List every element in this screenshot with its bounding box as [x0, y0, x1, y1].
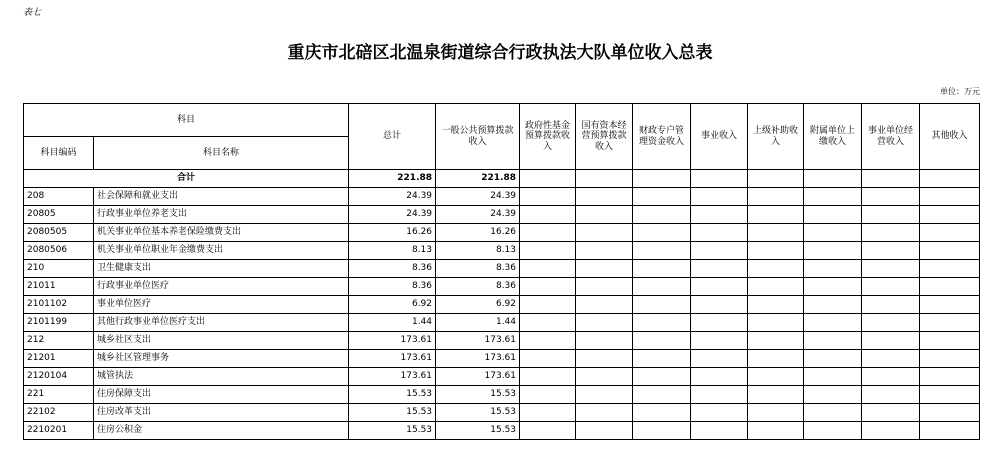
empty-cell [920, 260, 980, 278]
general-budget-amount: 173.61 [436, 332, 520, 350]
header-operating-income: 事业单位经营收入 [862, 104, 920, 170]
subject-code: 20805 [24, 206, 94, 224]
empty-cell [520, 332, 576, 350]
subject-code: 21011 [24, 278, 94, 296]
total-amount: 16.26 [349, 224, 436, 242]
empty-cell [862, 260, 920, 278]
total-amount: 1.44 [349, 314, 436, 332]
total-amount: 15.53 [349, 386, 436, 404]
empty-cell [804, 278, 862, 296]
empty-cell [804, 206, 862, 224]
header-business-income: 事业收入 [691, 104, 748, 170]
empty-cell [691, 170, 748, 188]
empty-cell [633, 260, 691, 278]
table-row [24, 242, 980, 260]
subject-name: 住房保障支出 [94, 386, 349, 404]
total-amount: 173.61 [349, 368, 436, 386]
empty-cell [633, 206, 691, 224]
empty-cell [804, 404, 862, 422]
general-budget-amount: 173.61 [436, 368, 520, 386]
empty-cell [920, 188, 980, 206]
empty-cell [804, 242, 862, 260]
subject-code: 221 [24, 386, 94, 404]
empty-cell [691, 296, 748, 314]
empty-cell [633, 350, 691, 368]
table-row [24, 224, 980, 242]
empty-cell [520, 314, 576, 332]
empty-cell [748, 314, 804, 332]
general-budget-amount: 15.53 [436, 404, 520, 422]
subject-code: 210 [24, 260, 94, 278]
total-amount: 221.88 [349, 170, 436, 188]
table-row [24, 332, 980, 350]
subject-name: 其他行政事业单位医疗支出 [94, 314, 349, 332]
total-amount: 6.92 [349, 296, 436, 314]
general-budget-amount: 16.26 [436, 224, 520, 242]
subject-code: 2080506 [24, 242, 94, 260]
empty-cell [520, 206, 576, 224]
subject-code: 2080505 [24, 224, 94, 242]
total-label: 合计 [24, 170, 349, 188]
empty-cell [520, 224, 576, 242]
empty-cell [520, 278, 576, 296]
empty-cell [920, 332, 980, 350]
header-general-budget: 一般公共预算拨款收入 [436, 104, 520, 170]
empty-cell [748, 260, 804, 278]
empty-cell [691, 224, 748, 242]
empty-cell [633, 170, 691, 188]
income-summary-table [23, 103, 980, 440]
empty-cell [633, 404, 691, 422]
empty-cell [920, 224, 980, 242]
empty-cell [748, 224, 804, 242]
general-budget-amount: 173.61 [436, 350, 520, 368]
empty-cell [576, 314, 633, 332]
empty-cell [804, 224, 862, 242]
empty-cell [633, 296, 691, 314]
total-amount: 24.39 [349, 206, 436, 224]
empty-cell [633, 368, 691, 386]
subject-name: 机关事业单位职业年金缴费支出 [94, 242, 349, 260]
general-budget-amount: 8.36 [436, 260, 520, 278]
empty-cell [576, 386, 633, 404]
empty-cell [804, 386, 862, 404]
subject-code: 2210201 [24, 422, 94, 440]
empty-cell [576, 368, 633, 386]
general-budget-amount: 8.36 [436, 278, 520, 296]
table-row [24, 386, 980, 404]
total-general-budget: 221.88 [436, 170, 520, 188]
header-subject: 科目 [24, 104, 349, 137]
empty-cell [520, 386, 576, 404]
table-row [24, 206, 980, 224]
total-amount: 24.39 [349, 188, 436, 206]
empty-cell [748, 242, 804, 260]
unit-label: 单位：万元 [940, 87, 980, 96]
table-row [24, 350, 980, 368]
empty-cell [633, 422, 691, 440]
table-row [24, 278, 980, 296]
total-amount: 173.61 [349, 350, 436, 368]
empty-cell [862, 368, 920, 386]
subject-code: 212 [24, 332, 94, 350]
empty-cell [576, 422, 633, 440]
empty-cell [748, 188, 804, 206]
empty-cell [862, 224, 920, 242]
subject-name: 住房公积金 [94, 422, 349, 440]
empty-cell [804, 188, 862, 206]
empty-cell [748, 206, 804, 224]
table-row [24, 188, 980, 206]
empty-cell [920, 350, 980, 368]
empty-cell [576, 278, 633, 296]
subject-code: 2101102 [24, 296, 94, 314]
empty-cell [920, 206, 980, 224]
empty-cell [862, 386, 920, 404]
header-other-income: 其他收入 [920, 104, 980, 170]
empty-cell [748, 350, 804, 368]
empty-cell [804, 422, 862, 440]
general-budget-amount: 6.92 [436, 296, 520, 314]
empty-cell [804, 170, 862, 188]
empty-cell [862, 314, 920, 332]
empty-cell [520, 170, 576, 188]
general-budget-amount: 8.13 [436, 242, 520, 260]
empty-cell [748, 404, 804, 422]
general-budget-amount: 24.39 [436, 206, 520, 224]
empty-cell [804, 350, 862, 368]
table-row [24, 260, 980, 278]
empty-cell [691, 422, 748, 440]
header-superior-subsidy: 上级补助收入 [748, 104, 804, 170]
empty-cell [633, 242, 691, 260]
table-row [24, 422, 980, 440]
total-amount: 8.13 [349, 242, 436, 260]
subject-code: 22102 [24, 404, 94, 422]
empty-cell [520, 404, 576, 422]
page-title: 重庆市北碚区北温泉街道综合行政执法大队单位收入总表 [287, 43, 713, 63]
empty-cell [576, 332, 633, 350]
empty-cell [862, 404, 920, 422]
empty-cell [804, 368, 862, 386]
subject-name: 城乡社区管理事务 [94, 350, 349, 368]
empty-cell [520, 350, 576, 368]
empty-cell [691, 404, 748, 422]
header-state-capital: 国有资本经营预算拨款收入 [576, 104, 633, 170]
total-amount: 173.61 [349, 332, 436, 350]
header-code: 科目编码 [24, 137, 94, 170]
empty-cell [691, 242, 748, 260]
subject-name: 行政事业单位养老支出 [94, 206, 349, 224]
empty-cell [804, 314, 862, 332]
empty-cell [576, 170, 633, 188]
empty-cell [633, 314, 691, 332]
empty-cell [576, 206, 633, 224]
empty-cell [920, 404, 980, 422]
empty-cell [691, 278, 748, 296]
subject-code: 208 [24, 188, 94, 206]
empty-cell [862, 206, 920, 224]
empty-cell [576, 260, 633, 278]
empty-cell [748, 332, 804, 350]
empty-cell [691, 260, 748, 278]
total-amount: 15.53 [349, 404, 436, 422]
empty-cell [520, 422, 576, 440]
total-amount: 8.36 [349, 278, 436, 296]
empty-cell [576, 296, 633, 314]
subject-name: 机关事业单位基本养老保险缴费支出 [94, 224, 349, 242]
empty-cell [920, 368, 980, 386]
empty-cell [576, 350, 633, 368]
table-row [24, 314, 980, 332]
empty-cell [748, 170, 804, 188]
empty-cell [862, 170, 920, 188]
empty-cell [920, 422, 980, 440]
subject-code: 2120104 [24, 368, 94, 386]
general-budget-amount: 1.44 [436, 314, 520, 332]
subject-name: 行政事业单位医疗 [94, 278, 349, 296]
empty-cell [520, 368, 576, 386]
header-total: 总计 [349, 104, 436, 170]
total-amount: 8.36 [349, 260, 436, 278]
empty-cell [748, 422, 804, 440]
table-row [24, 368, 980, 386]
empty-cell [920, 314, 980, 332]
table-row [24, 296, 980, 314]
header-gov-fund: 政府性基金预算拨款收入 [520, 104, 576, 170]
empty-cell [804, 332, 862, 350]
empty-cell [691, 386, 748, 404]
empty-cell [576, 242, 633, 260]
empty-cell [576, 224, 633, 242]
empty-cell [862, 296, 920, 314]
general-budget-amount: 24.39 [436, 188, 520, 206]
header-affiliated-income: 附属单位上缴收入 [804, 104, 862, 170]
empty-cell [520, 296, 576, 314]
empty-cell [920, 278, 980, 296]
header-name: 科目名称 [94, 137, 349, 170]
total-amount: 15.53 [349, 422, 436, 440]
empty-cell [691, 314, 748, 332]
empty-cell [691, 188, 748, 206]
empty-cell [920, 170, 980, 188]
empty-cell [920, 242, 980, 260]
empty-cell [691, 350, 748, 368]
subject-name: 住房改革支出 [94, 404, 349, 422]
empty-cell [576, 404, 633, 422]
empty-cell [520, 242, 576, 260]
empty-cell [691, 368, 748, 386]
empty-cell [862, 332, 920, 350]
empty-cell [633, 188, 691, 206]
empty-cell [748, 386, 804, 404]
empty-cell [920, 296, 980, 314]
empty-cell [691, 332, 748, 350]
empty-cell [748, 296, 804, 314]
empty-cell [804, 296, 862, 314]
empty-cell [520, 260, 576, 278]
empty-cell [576, 188, 633, 206]
table-row [24, 404, 980, 422]
empty-cell [748, 278, 804, 296]
empty-cell [862, 188, 920, 206]
total-row [24, 170, 980, 188]
subject-name: 城管执法 [94, 368, 349, 386]
empty-cell [804, 260, 862, 278]
empty-cell [691, 206, 748, 224]
subject-code: 2101199 [24, 314, 94, 332]
subject-code: 21201 [24, 350, 94, 368]
subject-name: 社会保障和就业支出 [94, 188, 349, 206]
general-budget-amount: 15.53 [436, 422, 520, 440]
empty-cell [862, 350, 920, 368]
empty-cell [633, 224, 691, 242]
subject-name: 卫生健康支出 [94, 260, 349, 278]
empty-cell [862, 422, 920, 440]
empty-cell [633, 278, 691, 296]
empty-cell [520, 188, 576, 206]
empty-cell [862, 278, 920, 296]
empty-cell [862, 242, 920, 260]
header-fiscal-special: 财政专户管理资金收入 [633, 104, 691, 170]
table-number: 表七 [23, 8, 42, 18]
empty-cell [633, 386, 691, 404]
empty-cell [920, 386, 980, 404]
empty-cell [633, 332, 691, 350]
subject-name: 城乡社区支出 [94, 332, 349, 350]
general-budget-amount: 15.53 [436, 386, 520, 404]
empty-cell [748, 368, 804, 386]
subject-name: 事业单位医疗 [94, 296, 349, 314]
